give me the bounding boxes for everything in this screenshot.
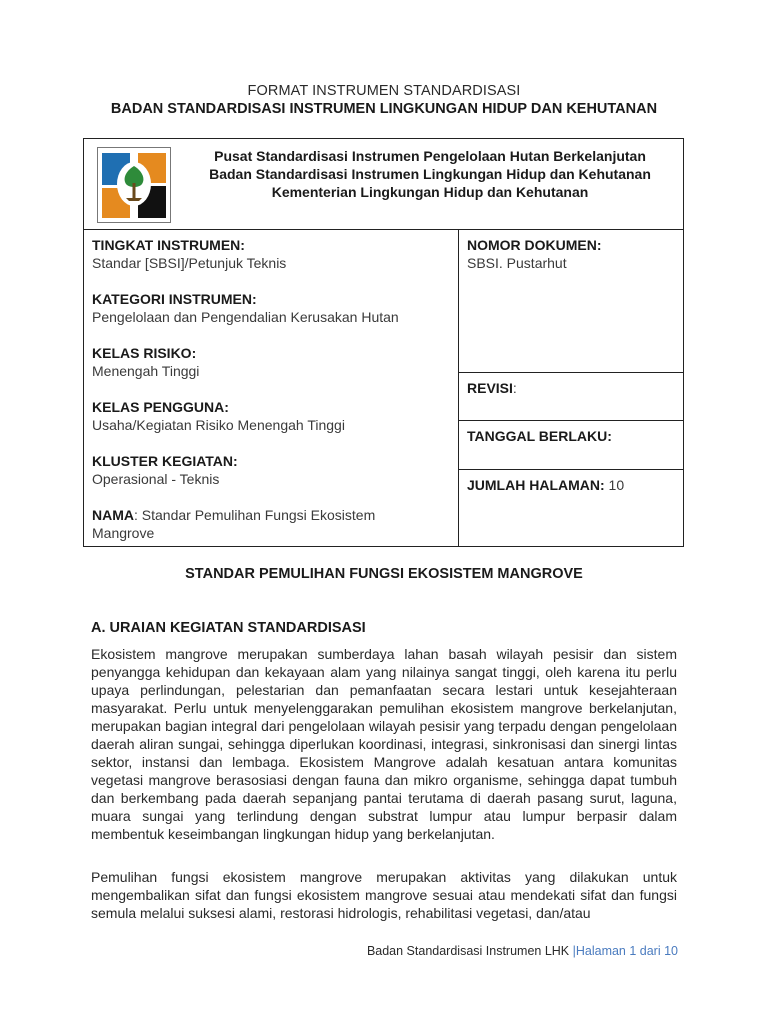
tanggal-label: TANGGAL BERLAKU:: [467, 427, 612, 444]
footer-org: Badan Standardisasi Instrumen LHK: [366, 944, 573, 958]
kelas-pengguna-label: KELAS PENGGUNA:: [92, 399, 229, 415]
format-title: FORMAT INSTRUMEN STANDARDISASI: [247, 83, 521, 99]
jumlah-halaman-cell: [459, 469, 684, 546]
revisi-label: REVISI: [467, 380, 513, 397]
page-footer: [367, 944, 678, 958]
agency-title: BADAN STANDARDISASI INSTRUMEN LINGKUNGAN HIDUP DAN KEHUTANAN: [110, 101, 658, 117]
instrument-details: [84, 230, 459, 547]
footer-page-number: |Halaman 1 dari 10: [572, 944, 678, 958]
kelas-risiko-label: KELAS RISIKO:: [92, 345, 197, 361]
paragraph-2: Pemulihan fungsi ekosistem mangrove merupakan aktivitas yang dilakukan untuk mengembalikan sifat dan fungsi ekosistem mangrove sesuai atau mendekati sifat dan fungsi semula melalui suksesi alami, restorasi hidrologis, rehabilitasi vegetasi, dan/atau: [91, 869, 677, 921]
revisi-cell: [459, 373, 684, 420]
nama-value: : Standar Pemulihan Fungsi Ekosistem Mangrove: [92, 507, 376, 541]
kluster-label: KLUSTER KEGIATAN:: [92, 453, 238, 469]
nomor-label: NOMOR DOKUMEN:: [467, 237, 602, 253]
nama-label: NAMA: [92, 507, 134, 523]
org-line-3: Kementerian Lingkungan Hidup dan Kehutanan: [271, 184, 589, 200]
paragraph-1: Ekosistem mangrove merupakan sumberdaya lahan basah wilayah pesisir dan sistem penyangga kehidupan dan kekayaan alam yang nilainya sangat tinggi, oleh karena itu perlu upaya perlindungan, pelestarian dan pemanfaatan secara lestari untuk kesejahteraan masyarakat. Perlu untuk menyelenggarakan pemulihan ekosistem mangrove berkelanjutan, merupakan bagian integral dari pengelolaan wilayah pesisir yang terpadu dengan pengelolaan daerah aliran sungai, sehingga diperlukan koordinasi, integrasi, sinkronisasi dan sinergi lintas sektor, instansi dan lembaga. Ekosistem Mangrove adalah kesatuan antara komunitas vegetasi mangrove berasosiasi dengan fauna dan mikro organisme, sehingga dapat tumbuh dan berkembang pada daerah sepanjang pantai terutama di daerah pasang surut, laguna, muara sungai yang terlindung dengan substrat lumpur atau lumpur berpasir dalam membentuk keseimbangan lingkungan hidup yang berkelanjutan.: [91, 646, 677, 842]
document-title: STANDAR PEMULIHAN FUNGSI EKOSISTEM MANGROVE: [185, 566, 583, 582]
org-line-1: Pusat Standardisasi Instrumen Pengelolaan Hutan Berkelanjutan: [214, 148, 646, 164]
kelas-risiko-value: Menengah Tinggi: [92, 363, 200, 379]
section-a-heading: A. URAIAN KEGIATAN STANDARDISASI: [91, 620, 366, 636]
tanggal-berlaku-cell: [459, 420, 684, 469]
kelas-pengguna-value: Usaha/Kegiatan Risiko Menengah Tinggi: [92, 417, 345, 433]
nama-field: [92, 506, 412, 542]
jumlah-value: 10: [604, 476, 625, 493]
kategori-value: Pengelolaan dan Pengendalian Kerusakan Hutan: [92, 309, 399, 325]
revisi-value: :: [512, 380, 517, 397]
nomor-dokumen-cell: [459, 230, 684, 373]
org-line-2: Badan Standardisasi Instrumen Lingkungan Hidup dan Kehutanan: [209, 166, 651, 182]
header-row: [84, 139, 684, 230]
jumlah-label: JUMLAH HALAMAN:: [467, 476, 605, 493]
ministry-logo: [97, 147, 171, 223]
tingkat-value: Standar [SBSI]/Petunjuk Teknis: [92, 255, 287, 271]
tingkat-label: TINGKAT INSTRUMEN:: [92, 237, 245, 253]
nomor-value: SBSI. Pustarhut: [467, 255, 567, 271]
kluster-value: Operasional - Teknis: [92, 471, 220, 487]
document-meta-table: [83, 138, 684, 547]
kategori-label: KATEGORI INSTRUMEN:: [92, 291, 257, 307]
